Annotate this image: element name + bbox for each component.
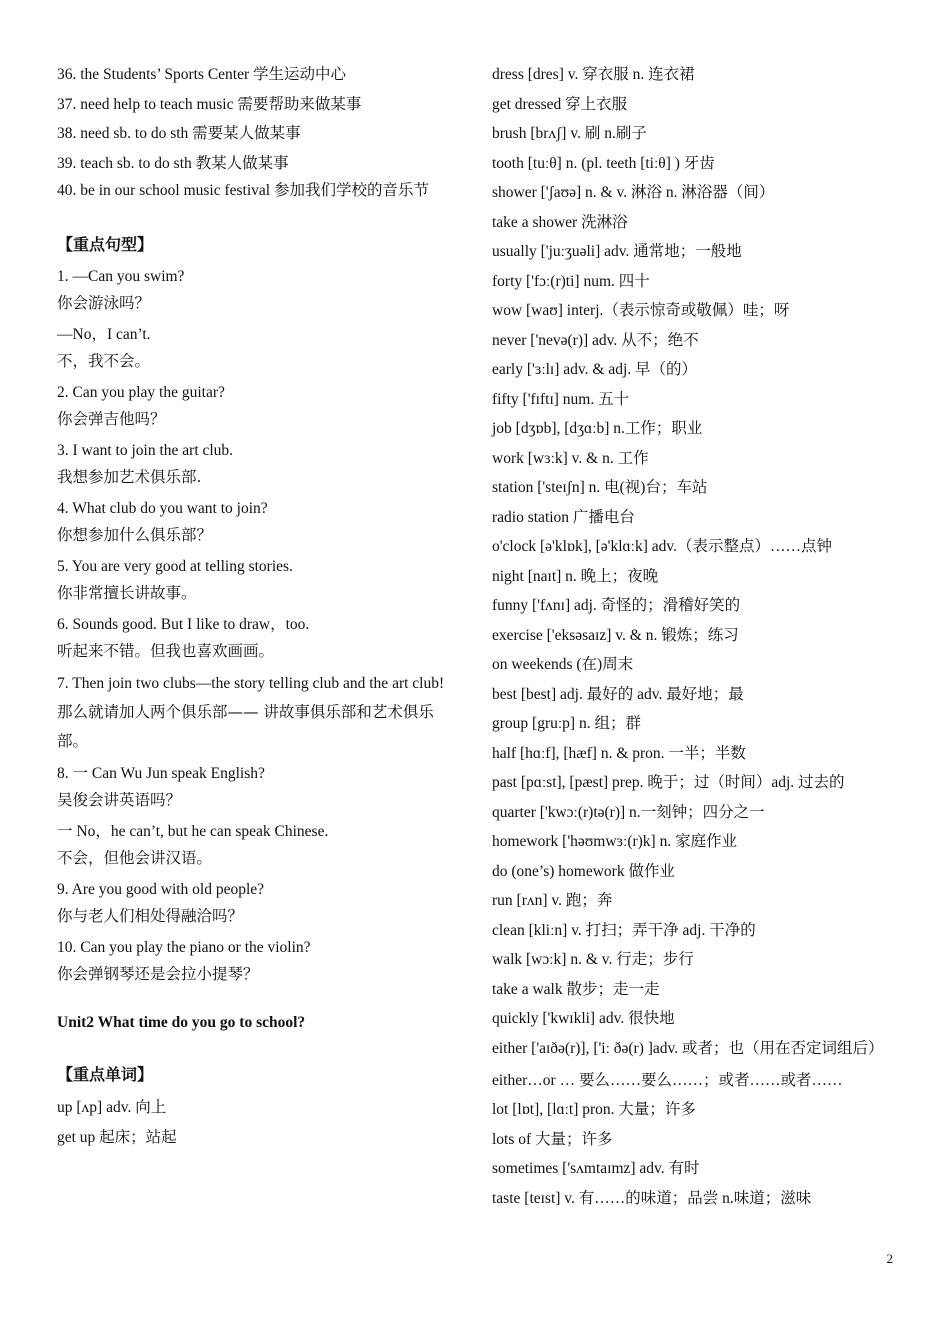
vocab-entry: get dressed 穿上衣服 xyxy=(492,95,628,113)
vocab-entry: early ['ɜːlɪ] adv. & adj. 早（的） xyxy=(492,361,698,378)
sentence-english: 7. Then join two clubs—the story telling club and the art club! xyxy=(57,675,445,692)
sentence-item xyxy=(57,437,459,491)
sentence-chinese: 不，我不会。 xyxy=(57,352,151,370)
vocab-entry: get up 起床；站起 xyxy=(57,1128,177,1146)
sentence-english: 10. Can you play the piano or the violin? xyxy=(57,939,311,956)
phrase-line: 37. need help to teach music 需要帮助来做某事 xyxy=(57,95,362,113)
sentence-chinese: 你会游泳吗？ xyxy=(57,294,151,312)
sentence-english: 6. Sounds good. But I like to draw，too. xyxy=(57,616,310,633)
vocab-entry: job [dʒɒb], [dʒɑːb] n.工作；职业 xyxy=(492,420,703,437)
sentence-item xyxy=(57,495,459,549)
sentence-item xyxy=(57,263,459,317)
sentence-english: 5. You are very good at telling stories. xyxy=(57,558,293,575)
sentence-chinese: 不会，但他会讲汉语。 xyxy=(57,849,213,867)
phrase-line: 36. the Students’ Sports Center 学生运动中心 xyxy=(57,66,347,83)
sentence-item xyxy=(57,818,459,872)
vocab-entry: best [best] adj. 最好的 adv. 最好地；最 xyxy=(492,685,744,703)
vocab-entry: station ['steɪʃn] n. 电(视)台；车站 xyxy=(492,479,708,496)
sentence-chinese: 你想参加什么俱乐部？ xyxy=(57,526,213,544)
vocab-entry: on weekends (在)周末 xyxy=(492,656,634,673)
vocab-entry: take a walk 散步；走一走 xyxy=(492,980,660,998)
vocab-entry: fifty ['fɪftɪ] num. 五十 xyxy=(492,390,630,408)
vocab-entry: exercise ['eksəsaɪz] v. & n. 锻炼；练习 xyxy=(492,626,739,644)
sentence-english: 3. I want to join the art club. xyxy=(57,442,234,459)
sentence-item xyxy=(57,321,459,375)
vocab-entry: radio station 广播电台 xyxy=(492,508,635,526)
vocab-entry: wow [waʊ] interj.（表示惊奇或敬佩）哇；呀 xyxy=(492,302,790,319)
page-number: 2 xyxy=(886,1251,893,1266)
vocab-entry: either ['aɪðə(r)], ['iː ðə(r) ]adv. 或者；也（用在否定词组后） xyxy=(492,1039,884,1057)
sentence-chinese: 那么就请加人两个俱乐部—— 讲故事俱乐部和艺术俱乐部。 xyxy=(57,703,434,750)
vocab-entry: never ['nevə(r)] adv. 从不；绝不 xyxy=(492,331,699,349)
sentence-chinese: 你与老人们相处得融洽吗？ xyxy=(57,907,244,925)
vocab-entry: run [rʌn] v. 跑；奔 xyxy=(492,892,613,909)
sentence-english: —No，I can’t. xyxy=(57,326,151,343)
vocab-entry: clean [kliːn] v. 打扫；弄干净 adj. 干净的 xyxy=(492,921,756,939)
vocab-entry: brush [brʌʃ] v. 刷 n.刷子 xyxy=(492,125,647,142)
sentence-chinese: 听起来不错。但我也喜欢画画。 xyxy=(57,642,275,660)
vocab-entry: either…or … 要么……要么……；或者……或者…… xyxy=(492,1071,843,1089)
sentence-item xyxy=(57,553,459,607)
sentence-chinese: 我想参加艺术俱乐部. xyxy=(57,468,202,486)
vocab-entry: take a shower 洗淋浴 xyxy=(492,213,628,231)
sentence-chinese: 你会弹钢琴还是会拉小提琴？ xyxy=(57,965,259,983)
vocab-entry: homework ['həʊmwɜː(r)k] n. 家庭作业 xyxy=(492,833,738,850)
vocab-entry: lot [lɒt], [lɑːt] pron. 大量；许多 xyxy=(492,1101,696,1118)
vocab-entry: taste [teɪst] v. 有……的味道；品尝 n.味道；滋味 xyxy=(492,1189,812,1207)
vocab-entry: lots of 大量；许多 xyxy=(492,1130,613,1148)
vocab-entry: quarter ['kwɔː(r)tə(r)] n.一刻钟；四分之一 xyxy=(492,803,765,821)
vocab-entry: half [hɑːf], [hæf] n. & pron. 一半；半数 xyxy=(492,744,746,762)
vocab-entry: group [gruːp] n. 组；群 xyxy=(492,715,641,732)
phrase-line: 38. need sb. to do sth 需要某人做某事 xyxy=(57,125,301,142)
unit-title: Unit2 What time do you go to school? xyxy=(57,1014,306,1031)
right-column xyxy=(492,60,902,1213)
vocab-entry: do (one’s) homework 做作业 xyxy=(492,862,675,880)
vocab-entry: usually ['juːʒuəli] adv. 通常地；一般地 xyxy=(492,243,742,260)
vocab-entry: walk [wɔːk] n. & v. 行走；步行 xyxy=(492,951,694,968)
vocab-entry: forty ['fɔː(r)ti] num. 四十 xyxy=(492,272,650,290)
key-sentences-heading: 【重点句型】 xyxy=(57,234,154,254)
sentence-item xyxy=(57,611,459,665)
sentence-english: 8. 一 Can Wu Jun speak English? xyxy=(57,765,265,782)
vocab-entry: o'clock [ə'klɒk], [ə'klɑːk] adv.（表示整点）……点钟 xyxy=(492,538,832,555)
left-column xyxy=(57,60,459,1152)
phrase-line: 40. be in our school music festival 参加我们学校的音乐节 xyxy=(57,182,429,199)
sentence-item xyxy=(57,760,459,814)
vocab-entry: up [ʌp] adv. 向上 xyxy=(57,1099,167,1116)
sentence-chinese: 你会弹吉他吗？ xyxy=(57,410,166,428)
vocab-entry: shower ['ʃaʊə] n. & v. 淋浴 n. 淋浴器（间） xyxy=(492,184,775,201)
vocab-entry: work [wɜːk] v. & n. 工作 xyxy=(492,449,649,467)
sentence-item xyxy=(57,876,459,930)
sentence-english: 4. What club do you want to join? xyxy=(57,500,268,517)
vocab-entry: tooth [tuːθ] n. (pl. teeth [tiːθ] ) 牙齿 xyxy=(492,154,715,172)
vocab-entry: past [pɑːst], [pæst] prep. 晚于；过（时间）adj. 过去的 xyxy=(492,774,845,791)
sentence-english: 1. —Can you swim? xyxy=(57,268,185,285)
sentence-chinese: 吴俊会讲英语吗？ xyxy=(57,791,182,809)
key-words-heading: 【重点单词】 xyxy=(57,1064,154,1084)
vocab-entry: night [naɪt] n. 晚上；夜晚 xyxy=(492,567,659,585)
sentence-english: 9. Are you good with old people? xyxy=(57,881,265,898)
sentence-english: 2. Can you play the guitar? xyxy=(57,384,225,401)
vocab-entry: dress [dres] v. 穿衣服 n. 连衣裙 xyxy=(492,66,695,83)
sentence-chinese: 你非常擅长讲故事。 xyxy=(57,584,197,602)
vocab-entry: sometimes ['sʌmtaɪmz] adv. 有时 xyxy=(492,1160,700,1177)
vocab-entry: quickly ['kwɪkli] adv. 很快地 xyxy=(492,1010,675,1027)
vocab-entry: funny ['fʌnɪ] adj. 奇怪的；滑稽好笑的 xyxy=(492,597,741,614)
sentence-english: 一 No，he can’t, but he can speak Chinese. xyxy=(57,823,329,840)
sentence-item xyxy=(57,669,459,756)
sentence-item xyxy=(57,379,459,433)
sentence-item xyxy=(57,934,459,988)
phrase-line: 39. teach sb. to do sth 教某人做某事 xyxy=(57,154,289,172)
